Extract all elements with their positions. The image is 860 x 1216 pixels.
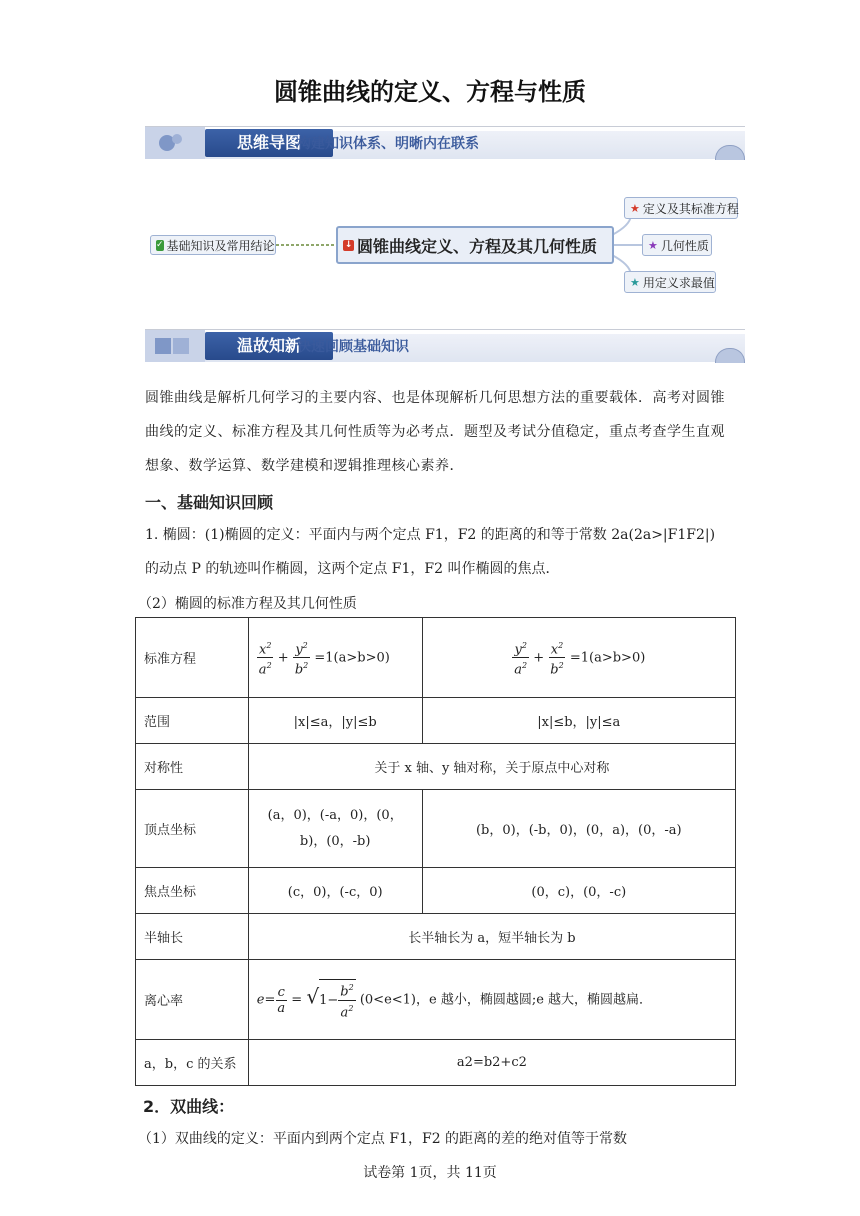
book-icon [145, 330, 205, 362]
table-cell: (b，0)，(-b，0)，(0，a)，(0，-a) [422, 790, 735, 868]
row-label: a，b，c 的关系 [136, 1040, 249, 1086]
table-cell: 长半轴长为 a，短半轴长为 b [248, 914, 735, 960]
mindmap-center-label: 圆锥曲线定义、方程及其几何性质 [357, 236, 598, 256]
mind-map-banner [145, 126, 745, 161]
equation-cell-2: $\frac{y^2}{a^2}$ + $\frac{x^2}{b^2}$ =1(a>b>0) [422, 618, 735, 698]
ellipse-definition-line2: 的动点 P 的轨迹叫作椭圆，这两个定点 F1，F2 叫作椭圆的焦点． [145, 561, 560, 577]
mind-map-tag: 思维导图 [205, 129, 333, 157]
table-cell: |x|≤a，|y|≤b [248, 698, 422, 744]
mindmap-branch-geometry [642, 234, 712, 256]
review-subtitle: 快速回顾基础知识 [297, 339, 409, 355]
table-row [136, 1040, 736, 1086]
table-cell: |x|≤b，|y|≤a [422, 698, 735, 744]
review-tag: 温故知新 [205, 332, 333, 360]
eccentricity-cell: e= $\frac{c}{a}$ = √1− $\frac{b^2}{a^2}$ (0<e<1)，e 越小，椭圆越圆;e 越大，椭圆越扁． [248, 960, 735, 1040]
review-banner [145, 329, 745, 364]
mindmap-left-node [150, 235, 276, 255]
row-label: 标准方程 [136, 618, 249, 698]
intro-paragraph: 圆锥曲线是解析几何学习的主要内容、也是体现解析几何思想方法的重要载体．高考对圆锥曲线的定义、标准方程及其几何性质等为必考点．题型及考试分值稳定，重点考查学生直观想象、数学运算、数学建模和逻辑推理核心素养． [145, 390, 725, 474]
table-row [136, 868, 736, 914]
branch-label: 用定义求最值 [642, 275, 715, 290]
branch-label: 几何性质 [660, 238, 709, 253]
table-row [136, 960, 736, 1040]
equation-condition: =1(a>b>0) [569, 650, 646, 665]
ellipse-properties-table [135, 617, 736, 1086]
table-cell: (c，0)，(-c，0) [248, 868, 422, 914]
row-label: 对称性 [136, 744, 249, 790]
table-cell: (0，c)，(0，-c) [422, 868, 735, 914]
table-row [136, 914, 736, 960]
table-row [136, 744, 736, 790]
section-heading-hyperbola: 2．双曲线： [143, 1097, 235, 1116]
mindmap-left-label: 基础知识及常用结论 [166, 238, 275, 253]
table-row [136, 618, 736, 698]
mindmap-center-node [336, 226, 614, 264]
eccentricity-text: (0<e<1)，e 越小，椭圆越圆;e 越大，椭圆越扁． [359, 992, 653, 1008]
equation-cell-1: $\frac{x^2}{a^2}$ + $\frac{y^2}{b^2}$ =1(a>b>0) [248, 618, 422, 698]
page-footer: 试卷第 1页，共 11页 [363, 1165, 497, 1181]
mindmap-branch-extremum [624, 271, 716, 293]
star-icon: ★ [648, 238, 658, 252]
section-heading-basics: 一、基础知识回顾 [145, 493, 274, 512]
row-label: 顶点坐标 [136, 790, 249, 868]
puzzle-icon [145, 127, 205, 159]
equation-condition: =1(a>b>0) [314, 650, 390, 665]
row-label: 离心率 [136, 960, 249, 1040]
hyperbola-definition-line: （1）双曲线的定义：平面内到两个定点 F1，F2 的距离的差的绝对值等于常数 [138, 1131, 628, 1147]
mind-map-subtitle: 构建知识体系、明晰内在联系 [297, 136, 479, 152]
star-icon: ★ [630, 275, 640, 289]
table-row [136, 698, 736, 744]
table-cell: a2=b2+c2 [248, 1040, 735, 1086]
row-label: 范围 [136, 698, 249, 744]
row-label: 半轴长 [136, 914, 249, 960]
page-title: 圆锥曲线的定义、方程与性质 [274, 78, 586, 106]
ellipse-definition-line1: 1. 椭圆：(1)椭圆的定义：平面内与两个定点 F1，F2 的距离的和等于常数 2a(2a>|F1F2|) [145, 527, 716, 543]
ellipse-table-caption: （2）椭圆的标准方程及其几何性质 [138, 596, 357, 612]
star-icon: ★ [630, 201, 640, 215]
table-cell: (a，0)，(-a，0)，(0，b)，(0，-b) [248, 790, 422, 868]
row-label: 焦点坐标 [136, 868, 249, 914]
mindmap-branch-definition [624, 197, 738, 219]
check-icon: ✓ [156, 239, 164, 250]
table-cell: 关于 x 轴、y 轴对称，关于原点中心对称 [248, 744, 735, 790]
table-row [136, 790, 736, 868]
branch-label: 定义及其标准方程 [642, 201, 739, 216]
download-icon: ↓ [344, 239, 353, 250]
